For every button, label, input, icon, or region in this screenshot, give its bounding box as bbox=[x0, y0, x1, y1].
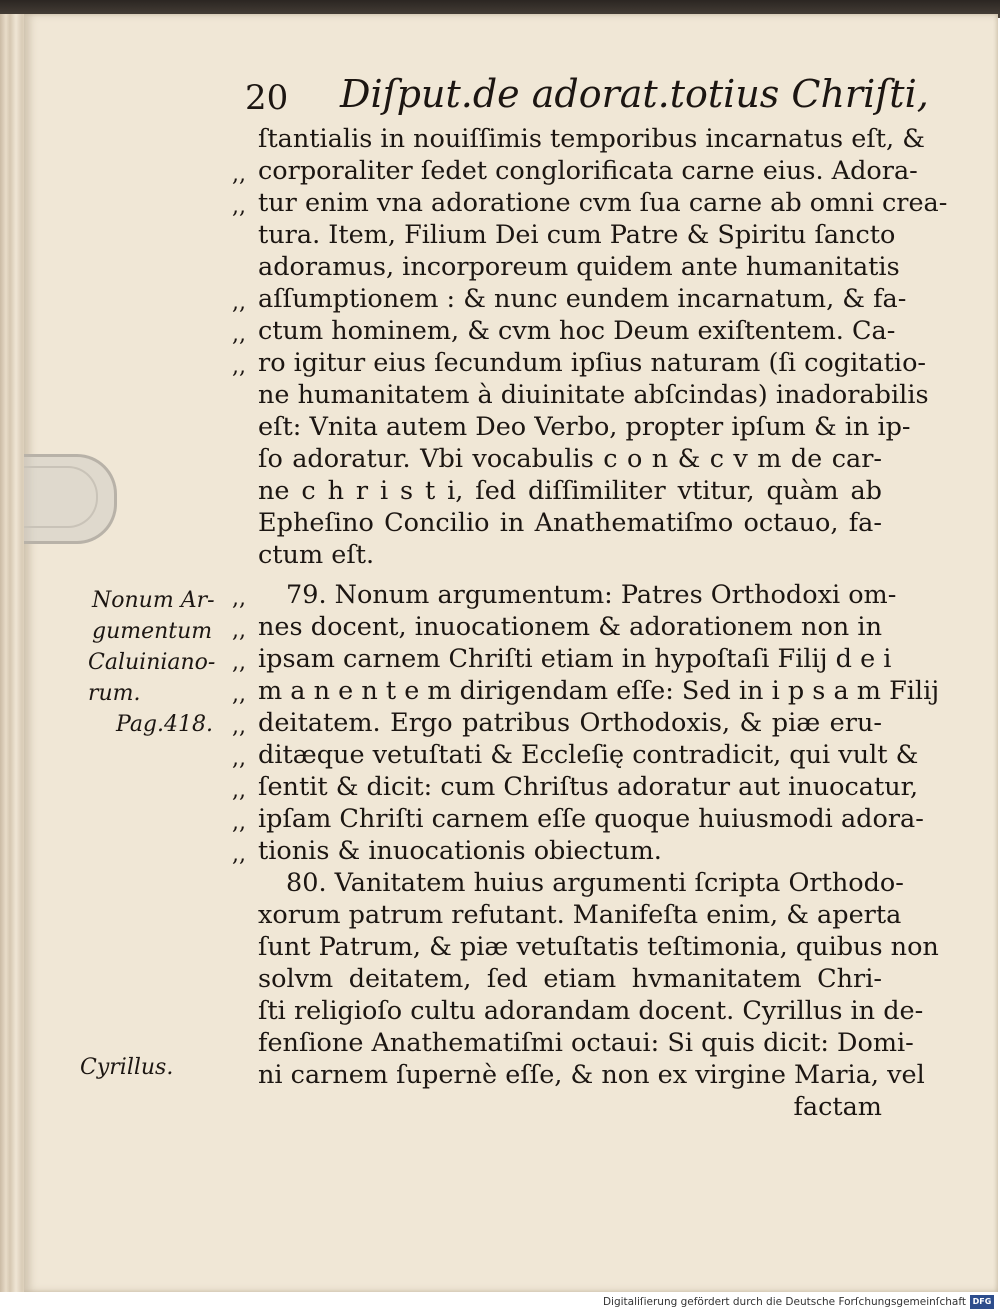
catchword: factam bbox=[793, 1092, 882, 1122]
text-line: 80. Vanitatem huius argumenti ſcripta Orthodo- bbox=[286, 868, 904, 898]
quote-mark: ,, bbox=[232, 322, 246, 347]
marginal-note: gumentum bbox=[92, 619, 213, 644]
marginal-note: Caluiniano- bbox=[88, 650, 216, 675]
text-line: ctum hominem, & cvm hoc Deum exiſtentem. Ca- bbox=[258, 316, 896, 346]
text-line: solvm deitatem, ſed etiam hvmanitatem Chri- bbox=[258, 964, 882, 994]
quote-mark: ,, bbox=[232, 194, 246, 219]
quote-mark: ,, bbox=[232, 586, 246, 611]
text-line: ſti religioſo cultu adorandam docent. Cyrillus in de- bbox=[258, 996, 924, 1026]
quote-mark: ,, bbox=[232, 714, 246, 739]
text-line: eſt: Vnita autem Deo Verbo, propter ipſum & in ip- bbox=[258, 412, 911, 442]
page-clip-inner bbox=[24, 466, 98, 528]
text-line: xorum patrum refutant. Manifeſta enim, & aperta bbox=[258, 900, 902, 930]
text-line: deitatem. Ergo patribus Orthodoxis, & piæ eru- bbox=[258, 708, 882, 738]
digitization-credit: Digitaliſierung gefördert durch die Deutsche Forſchungsgemeinſchaft bbox=[602, 1296, 966, 1308]
text-line: ni carnem ſupernè eſſe, & non ex virgine Maria, vel bbox=[258, 1060, 925, 1090]
text-line: tur enim vna adoratione cvm ſua carne ab omni crea- bbox=[258, 188, 948, 218]
quote-mark: ,, bbox=[232, 746, 246, 771]
page-edges bbox=[0, 14, 26, 1292]
quote-mark: ,, bbox=[232, 162, 246, 187]
quote-mark: ,, bbox=[232, 618, 246, 643]
text-line: ne humanitatem à diuinitate abſcindas) inadorabilis bbox=[258, 380, 929, 410]
text-line: adoramus, incorporeum quidem ante humanitatis bbox=[258, 252, 900, 282]
page-number: 20 bbox=[245, 78, 289, 118]
text-line: aſſumptionem : & nunc eundem incarnatum, & fa- bbox=[258, 284, 907, 314]
text-line: 79. Nonum argumentum: Patres Orthodoxi om- bbox=[286, 580, 897, 610]
footer bbox=[0, 1292, 1000, 1314]
text-line: m a n e n t e m dirigendam eſſe: Sed in i p s a m Filij bbox=[258, 676, 940, 706]
quote-mark: ,, bbox=[232, 810, 246, 835]
text-line: ſentit & dicit: cum Chriſtus adoratur aut inuocatur, bbox=[258, 772, 919, 802]
text-line: ſo adoratur. Vbi vocabulis c o n & c v m de car- bbox=[258, 444, 882, 474]
text-line: ditæque vetuſtati & Eccleſię contradicit, qui vult & bbox=[258, 740, 919, 770]
text-line: ctum eſt. bbox=[258, 540, 375, 570]
text-line: ro igitur eius ſecundum ipſius naturam (ſi cogitatio- bbox=[258, 348, 927, 378]
text-line: tura. Item, Filium Dei cum Patre & Spiritu ſancto bbox=[258, 220, 896, 250]
marginal-note: rum. bbox=[88, 681, 141, 706]
quote-mark: ,, bbox=[232, 682, 246, 707]
text-line: ipsam carnem Chriſti etiam in hypoſtaſi Filij d e i bbox=[258, 644, 892, 674]
quote-mark: ,, bbox=[232, 290, 246, 315]
dfg-logo: DFG bbox=[970, 1295, 994, 1309]
text-line: ſtantialis in nouiſſimis temporibus incarnatus eſt, & bbox=[258, 124, 925, 154]
quote-mark: ,, bbox=[232, 778, 246, 803]
text-line: tionis & inuocationis obiectum. bbox=[258, 836, 662, 866]
quote-mark: ,, bbox=[232, 842, 246, 867]
text-line: corporaliter ſedet conglorificata carne eius. Adora- bbox=[258, 156, 918, 186]
marginal-note: Nonum Ar- bbox=[92, 588, 215, 613]
text-line: Epheſino Concilio in Anathematiſmo octauo, fa- bbox=[258, 508, 882, 538]
quote-mark: ,, bbox=[232, 354, 246, 379]
text-line: ſunt Patrum, & piæ vetuſtatis teſtimonia, quibus non bbox=[258, 932, 939, 962]
text-line: nes docent, inuocationem & adorationem non in bbox=[258, 612, 882, 642]
marginal-note: Pag.418. bbox=[116, 712, 213, 737]
page-header bbox=[245, 72, 929, 120]
marginal-note: Cyrillus. bbox=[80, 1055, 174, 1080]
text-line: ne c h r i s t i, ſed diſſimiliter vtitur, quàm ab bbox=[258, 476, 882, 506]
quote-mark: ,, bbox=[232, 650, 246, 675]
text-line: ipſam Chriſti carnem eſſe quoque huiusmodi adora- bbox=[258, 804, 924, 834]
running-title: Diſput.de adorat.totius Chriſti, bbox=[340, 72, 929, 116]
text-line: fenſione Anathematiſmi octaui: Si quis dicit: Domi- bbox=[258, 1028, 914, 1058]
